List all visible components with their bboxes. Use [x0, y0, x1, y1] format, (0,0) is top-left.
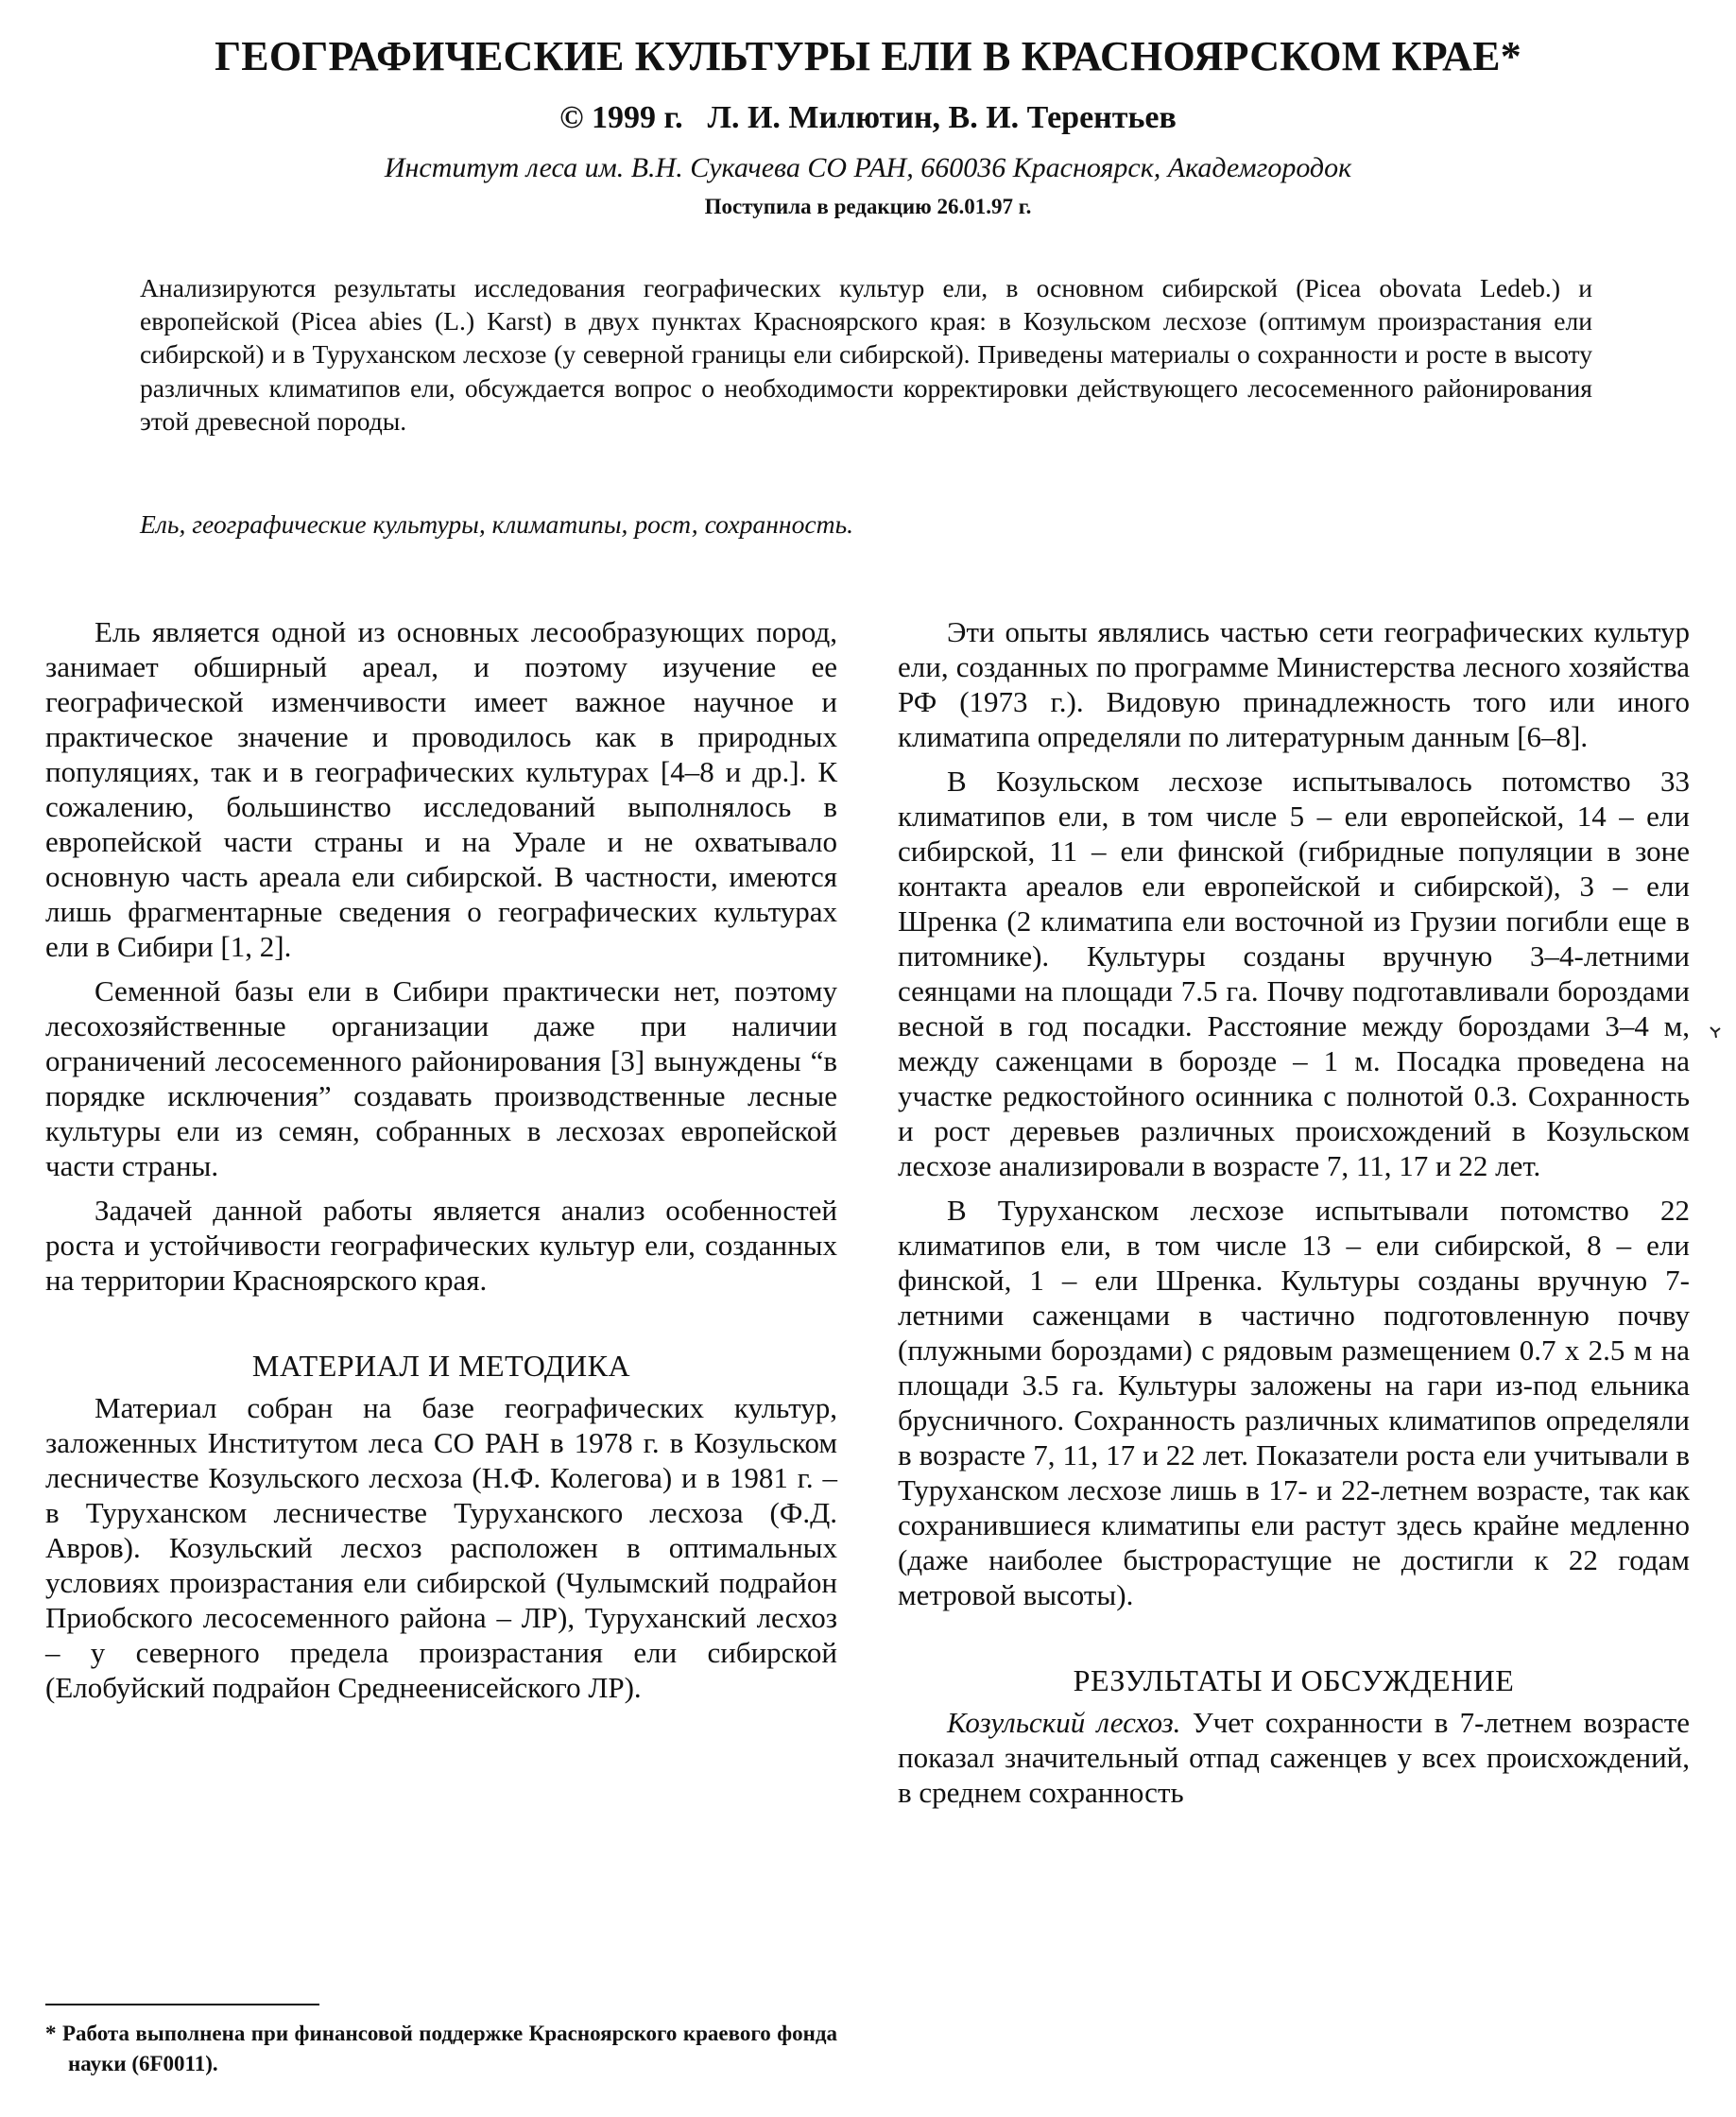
paragraph [898, 1705, 1690, 1810]
paragraph: Задачей данной работы является анализ особенностей роста и устойчивости географических культур ели, созданных на территории Красноярского края. [45, 1194, 837, 1297]
left-column [45, 614, 837, 1714]
paragraph: Семенной базы ели в Сибири практически нет, поэтому лесохозяйственные организации даже при наличии ограничений лесосеменного районирования [3] вынуждены “в порядке исключения” создавать производственные лесные культуры ели из семян, собранных в лесхозах европейской части страны. [45, 974, 837, 1182]
footnote-text: * Работа выполнена при финансовой поддержке Красноярского краевого фонда науки (6F0011). [45, 2022, 837, 2075]
author-line [38, 96, 1698, 140]
paragraph-text: Учет сохранности в 7-летнем возрасте показал значительный отпад саженцев у всех происхождений, в среднем сохранность [898, 1706, 1691, 1809]
footnote-rule [45, 2004, 319, 2005]
article-title: ГЕОГРАФИЧЕСКИЕ КУЛЬТУРЫ ЕЛИ В КРАСНОЯРСКОМ КРАЕ* [215, 33, 1521, 79]
received-date: Поступила в редакцию 26.01.97 г. [704, 195, 1032, 218]
footnote [45, 2004, 837, 2079]
paragraph: Ель является одной из основных лесообразующих пород, занимает обширный ареал, и поэтому изучение ее географической изменчивости имеет важное научное и практическое значение и проводилось как в природных популяциях, так и в географических культурах [4–8 и др.]. К сожалению, большинство исследований выполнялось в европейской части страны и на Урале и не охватывало основную часть ареала ели сибирской. В частности, имеются лишь фрагментарные сведения о географических культурах ели в Сибири [1, 2]. [45, 615, 837, 963]
copyright-year: © 1999 г. [559, 100, 683, 135]
keywords: Ель, географические культуры, климатипы, рост, сохранность. [140, 509, 854, 539]
section-heading-results: РЕЗУЛЬТАТЫ И ОБСУЖДЕНИЕ [1073, 1663, 1515, 1697]
run-in-heading: Козульский лесхоз. [947, 1706, 1181, 1739]
section-heading-methods: МАТЕРИАЛ И МЕТОДИКА [251, 1349, 631, 1383]
paragraph: Эти опыты являлись частью сети географических культур ели, созданных по программе Министерства лесного хозяйства РФ (1973 г.). Видовую принадлежность того или иного климатипа определяли по литературным данным [6–8]. [898, 615, 1690, 753]
paragraph: Материал собран на базе географических культур, заложенных Институтом леса СО РАН в 1978 г. в Козульском лесничестве Козульского лесхоза (Н.Ф. Колегова) и в 1981 г. – в Туруханском лесничестве Туруханского лесхоза (Ф.Д. Авров). Козульский лесхоз расположен в оптимальных условиях произрастания ели сибирской (Чулымский подрайон Приобского лесосеменного района – ЛР), Туруханский лесхоз – у северного предела произрастания ели сибирской (Елобуйский подрайон Среднеенисейского ЛР). [45, 1391, 837, 1704]
paragraph: В Козульском лесхозе испытывалось потомство 33 климатипов ели, в том числе 5 – ели европейской, 14 – ели сибирской, 11 – ели финской (гибридные популяции в зоне контакта ареалов ели европейской и сибирской), 3 – ели Шренка (2 климатипа ели восточной из Грузии погибли еще в питомнике). Культуры созданы вручную 3–4-летними сеянцами на площади 7.5 га. Почву подготавливали бороздами весной в год посадки. Расстояние между бороздами 3–4 м, между саженцами в борозде – 1 м. Посадка проведена на участке редкостойного осинника с полнотой 0.3. Сохранность и рост деревьев различных происхождений в Козульском лесхозе анализировали в возрасте 7, 11, 17 и 22 лет. [898, 765, 1690, 1182]
paragraph: В Туруханском лесхозе испытывали потомство 22 климатипов ели, в том числе 13 – ели сибирской, 8 – ели финской, 1 – ели Шренка. Культуры созданы вручную 7-летними саженцами в частично подготовленную почву (плужными бороздами) с рядовым размещением 0.7 x 2.5 м на площади 3.5 га. Культуры заложены на гари из-под ельника брусничного. Сохранность различных климатипов определяли в возрасте 7, 11, 17 и 22 лет. Показатели роста ели учитывали в Туруханском лесхозе лишь в 17- и 22-летнем возрасте, так как сохранившиеся климатипы ели растут здесь крайне медленно (даже наиболее быстрорастущие не достигли к 22 годам метровой высоты). [898, 1194, 1690, 1611]
right-column [898, 614, 1690, 1819]
abstract: Анализируются результаты исследования географических культур ели, в основном сибирской (Picea obovata Ledeb.) и европейской (Picea abies (L.) Karst) в двух пунктах Красноярского края: в Козульском лесхозе (оптимум произрастания ели сибирской) и в Туруханском лесхозе (у северной границы ели сибирской). Приведены материалы о сохранности и росте в высоту различных климатипов ели, обсуждается вопрос о необходимости корректировки действующего лесосеменного районирования этой древесной породы. [140, 273, 1592, 436]
affiliation: Институт леса им. В.Н. Сукачева СО РАН, 660036 Красноярск, Академгородок [384, 152, 1352, 183]
scan-speck-icon [1709, 1025, 1722, 1039]
author-names: Л. И. Милютин, В. И. Терентьев [707, 100, 1177, 135]
